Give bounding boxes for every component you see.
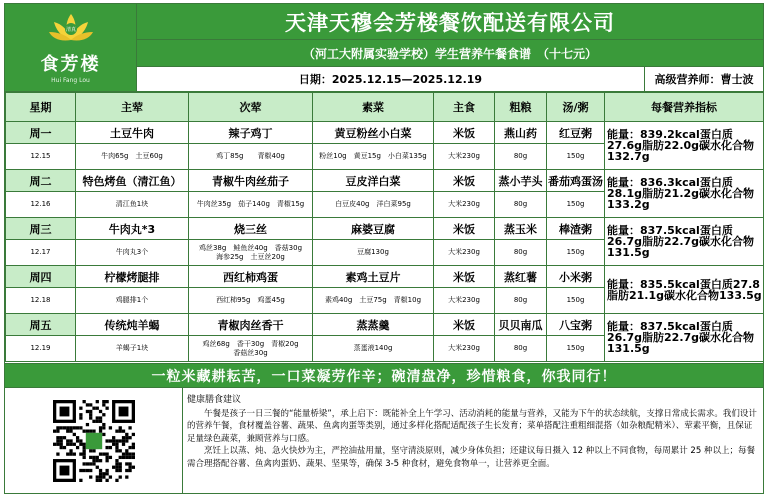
soup-cell: 小米粥 bbox=[547, 266, 605, 288]
table-header-row bbox=[6, 93, 764, 122]
main-dish-cell: 柠檬烤腿排 bbox=[76, 266, 189, 288]
weekday-cell: 周三 bbox=[6, 218, 76, 240]
main-dish-cell: 牛肉丸*3 bbox=[76, 218, 189, 240]
staple-cell: 米饭 bbox=[434, 122, 495, 144]
vegetable-ingredients-cell: 素鸡40g 土豆75g 青椒10g bbox=[313, 288, 434, 314]
vegetable-cell: 素鸡土豆片 bbox=[313, 266, 434, 288]
company-title: 天津天穆会芳楼餐饮配送有限公司 bbox=[137, 4, 763, 40]
soup-amount-cell: 150g bbox=[547, 240, 605, 266]
date-range: 日期：2025.12.15—2025.12.19 bbox=[137, 67, 645, 92]
nutrition-cell: 能量：837.5kcal蛋白质26.7g脂肪22.7g碳水化合物131.5g bbox=[605, 314, 764, 362]
weekday-cell: 周一 bbox=[6, 122, 76, 144]
staple-amount-cell: 大米230g bbox=[434, 336, 495, 362]
soup-amount-cell: 150g bbox=[547, 288, 605, 314]
svg-text:清真: 清真 bbox=[65, 26, 76, 33]
header-staple: 主食 bbox=[434, 93, 495, 122]
slogan-banner: 一粒米藏耕耘苦，一口菜凝劳作辛；碗清盘净，珍惜粮食，你我同行！ bbox=[5, 363, 763, 388]
vegetable-cell: 黄豆粉丝小白菜 bbox=[313, 122, 434, 144]
nutritionist: 高级营养师：曹士波 bbox=[645, 67, 763, 92]
soup-cell: 八宝粥 bbox=[547, 314, 605, 336]
staple-cell: 米饭 bbox=[434, 266, 495, 288]
second-dish-cell: 青椒肉丝香干 bbox=[189, 314, 313, 336]
vegetable-ingredients-cell: 豆腐130g bbox=[313, 240, 434, 266]
second-ingredients-cell: 鸡丝68g 香干30g 青椒20g 香菇丝30g bbox=[189, 336, 313, 362]
table-row bbox=[6, 170, 764, 192]
nutrition-cell: 能量：837.5kcal蛋白质26.7g脂肪22.7g碳水化合物131.5g bbox=[605, 218, 764, 266]
staple-amount-cell: 大米230g bbox=[434, 192, 495, 218]
staple-cell: 米饭 bbox=[434, 314, 495, 336]
nutrition-cell: 能量：836.3kcal蛋白质28.1g脂肪21.2g碳水化合物133.2g bbox=[605, 170, 764, 218]
logo-subtext: Hui Fang Lou bbox=[51, 76, 90, 84]
grain-amount-cell: 80g bbox=[495, 240, 547, 266]
grain-amount-cell: 80g bbox=[495, 144, 547, 170]
staple-amount-cell: 大米230g bbox=[434, 144, 495, 170]
second-dish-cell: 辣子鸡丁 bbox=[189, 122, 313, 144]
advice-title: 健康膳食建议 bbox=[187, 395, 242, 405]
main-dish-cell: 特色烤鱼（清江鱼） bbox=[76, 170, 189, 192]
second-dish-cell: 西红柿鸡蛋 bbox=[189, 266, 313, 288]
main-ingredients-cell: 鸡腿排1个 bbox=[76, 288, 189, 314]
date-cell: 12.16 bbox=[6, 192, 76, 218]
vegetable-ingredients-cell: 蒸蛋液140g bbox=[313, 336, 434, 362]
nutrition-cell: 能量：835.5kcal蛋白质27.8脂肪21.1g碳水化合物133.5g bbox=[605, 266, 764, 314]
coarse-grain-cell: 蒸红薯 bbox=[495, 266, 547, 288]
lotus-icon bbox=[48, 12, 94, 48]
second-ingredients-cell: 西红柿95g 鸡蛋45g bbox=[189, 288, 313, 314]
weekday-cell: 周四 bbox=[6, 266, 76, 288]
qr-code-icon bbox=[53, 400, 135, 482]
coarse-grain-cell: 燕山药 bbox=[495, 122, 547, 144]
soup-amount-cell: 150g bbox=[547, 144, 605, 170]
advice-paragraph-2: 烹饪上以蒸、炖、急火快炒为主，严控油盐用量，坚守清淡原则，减少身体负担；还建议每日摄入 12 种以上不同食物，每周累计 25 种以上；每餐需合理搭配谷薯、鱼禽肉蛋奶、蔬果、坚果等，确保 3-5 种食材，避免食物单一，让营养更全面。 bbox=[187, 446, 755, 469]
soup-cell: 红豆粥 bbox=[547, 122, 605, 144]
date-cell: 12.19 bbox=[6, 336, 76, 362]
date-cell: 12.18 bbox=[6, 288, 76, 314]
qr-code-area bbox=[5, 388, 183, 493]
company-logo bbox=[5, 4, 137, 92]
second-dish-cell: 青椒牛肉丝茄子 bbox=[189, 170, 313, 192]
main-ingredients-cell: 羊蝎子1块 bbox=[76, 336, 189, 362]
staple-amount-cell: 大米230g bbox=[434, 240, 495, 266]
date-cell: 12.17 bbox=[6, 240, 76, 266]
second-ingredients-cell: 鸡丁85g 青椒40g bbox=[189, 144, 313, 170]
logo-text: 食芳楼 bbox=[40, 53, 101, 75]
vegetable-ingredients-cell: 粉丝10g 黄豆15g 小白菜135g bbox=[313, 144, 434, 170]
table-row bbox=[6, 122, 764, 144]
grain-amount-cell: 80g bbox=[495, 336, 547, 362]
second-dish-cell: 烧三丝 bbox=[189, 218, 313, 240]
staple-amount-cell: 大米230g bbox=[434, 288, 495, 314]
weekday-cell: 周五 bbox=[6, 314, 76, 336]
second-ingredients-cell: 鸡丝38g 鲑鱼丝40g 香菇30g 海参25g 土豆丝20g bbox=[189, 240, 313, 266]
header-main-dish: 主荤 bbox=[76, 93, 189, 122]
header-coarse-grain: 粗粮 bbox=[495, 93, 547, 122]
date-cell: 12.15 bbox=[6, 144, 76, 170]
table-row bbox=[6, 266, 764, 288]
soup-amount-cell: 150g bbox=[547, 336, 605, 362]
header-weekday: 星期 bbox=[6, 93, 76, 122]
coarse-grain-cell: 贝贝南瓜 bbox=[495, 314, 547, 336]
staple-cell: 米饭 bbox=[434, 218, 495, 240]
main-ingredients-cell: 牛肉丸3个 bbox=[76, 240, 189, 266]
vegetable-cell: 豆皮洋白菜 bbox=[313, 170, 434, 192]
weekday-cell: 周二 bbox=[6, 170, 76, 192]
header-soup: 汤/粥 bbox=[547, 93, 605, 122]
table-row bbox=[6, 218, 764, 240]
soup-amount-cell: 150g bbox=[547, 192, 605, 218]
diet-advice bbox=[187, 394, 759, 492]
vegetable-cell: 麻婆豆腐 bbox=[313, 218, 434, 240]
menu-table bbox=[5, 92, 764, 362]
grain-amount-cell: 80g bbox=[495, 288, 547, 314]
coarse-grain-cell: 蒸小芋头 bbox=[495, 170, 547, 192]
soup-cell: 棒渣粥 bbox=[547, 218, 605, 240]
header-vegetable: 素菜 bbox=[313, 93, 434, 122]
header-nutrition: 每餐营养指标 bbox=[605, 93, 764, 122]
main-ingredients-cell: 牛肉65g 土豆60g bbox=[76, 144, 189, 170]
advice-paragraph-1: 午餐是孩子一日三餐的“能量桥梁”，承上启下：既能补全上午学习、活动消耗的能量与营养，又能为下午的状态续航，支撑日常成长需求。我们设计的营养午餐，食材覆盖谷薯、蔬果、鱼禽肉蛋等类别，通过多样化搭配适配孩子生长发育；菜单搭配注重粗细混搭（如杂粮配精米）、荤素平衡，且保证足量绿色蔬菜，兼顾营养与口感。 bbox=[187, 408, 757, 444]
vegetable-cell: 蒸蒸羹 bbox=[313, 314, 434, 336]
grain-amount-cell: 80g bbox=[495, 192, 547, 218]
menu-sheet bbox=[4, 3, 764, 494]
vegetable-ingredients-cell: 白豆皮40g 洋白菜95g bbox=[313, 192, 434, 218]
nutrition-cell: 能量：839.2kcal蛋白质27.6g脂肪22.0g碳水化合物132.7g bbox=[605, 122, 764, 170]
main-dish-cell: 传统炖羊蝎 bbox=[76, 314, 189, 336]
main-dish-cell: 土豆牛肉 bbox=[76, 122, 189, 144]
menu-subtitle: （河工大附属实验学校）学生营养午餐食谱 （十七元） bbox=[137, 40, 763, 67]
header-second-dish: 次荤 bbox=[189, 93, 313, 122]
staple-cell: 米饭 bbox=[434, 170, 495, 192]
soup-cell: 番茄鸡蛋汤 bbox=[547, 170, 605, 192]
table-row bbox=[6, 314, 764, 336]
main-ingredients-cell: 清江鱼1块 bbox=[76, 192, 189, 218]
second-ingredients-cell: 牛肉丝35g 茄子140g 青椒15g bbox=[189, 192, 313, 218]
coarse-grain-cell: 蒸玉米 bbox=[495, 218, 547, 240]
